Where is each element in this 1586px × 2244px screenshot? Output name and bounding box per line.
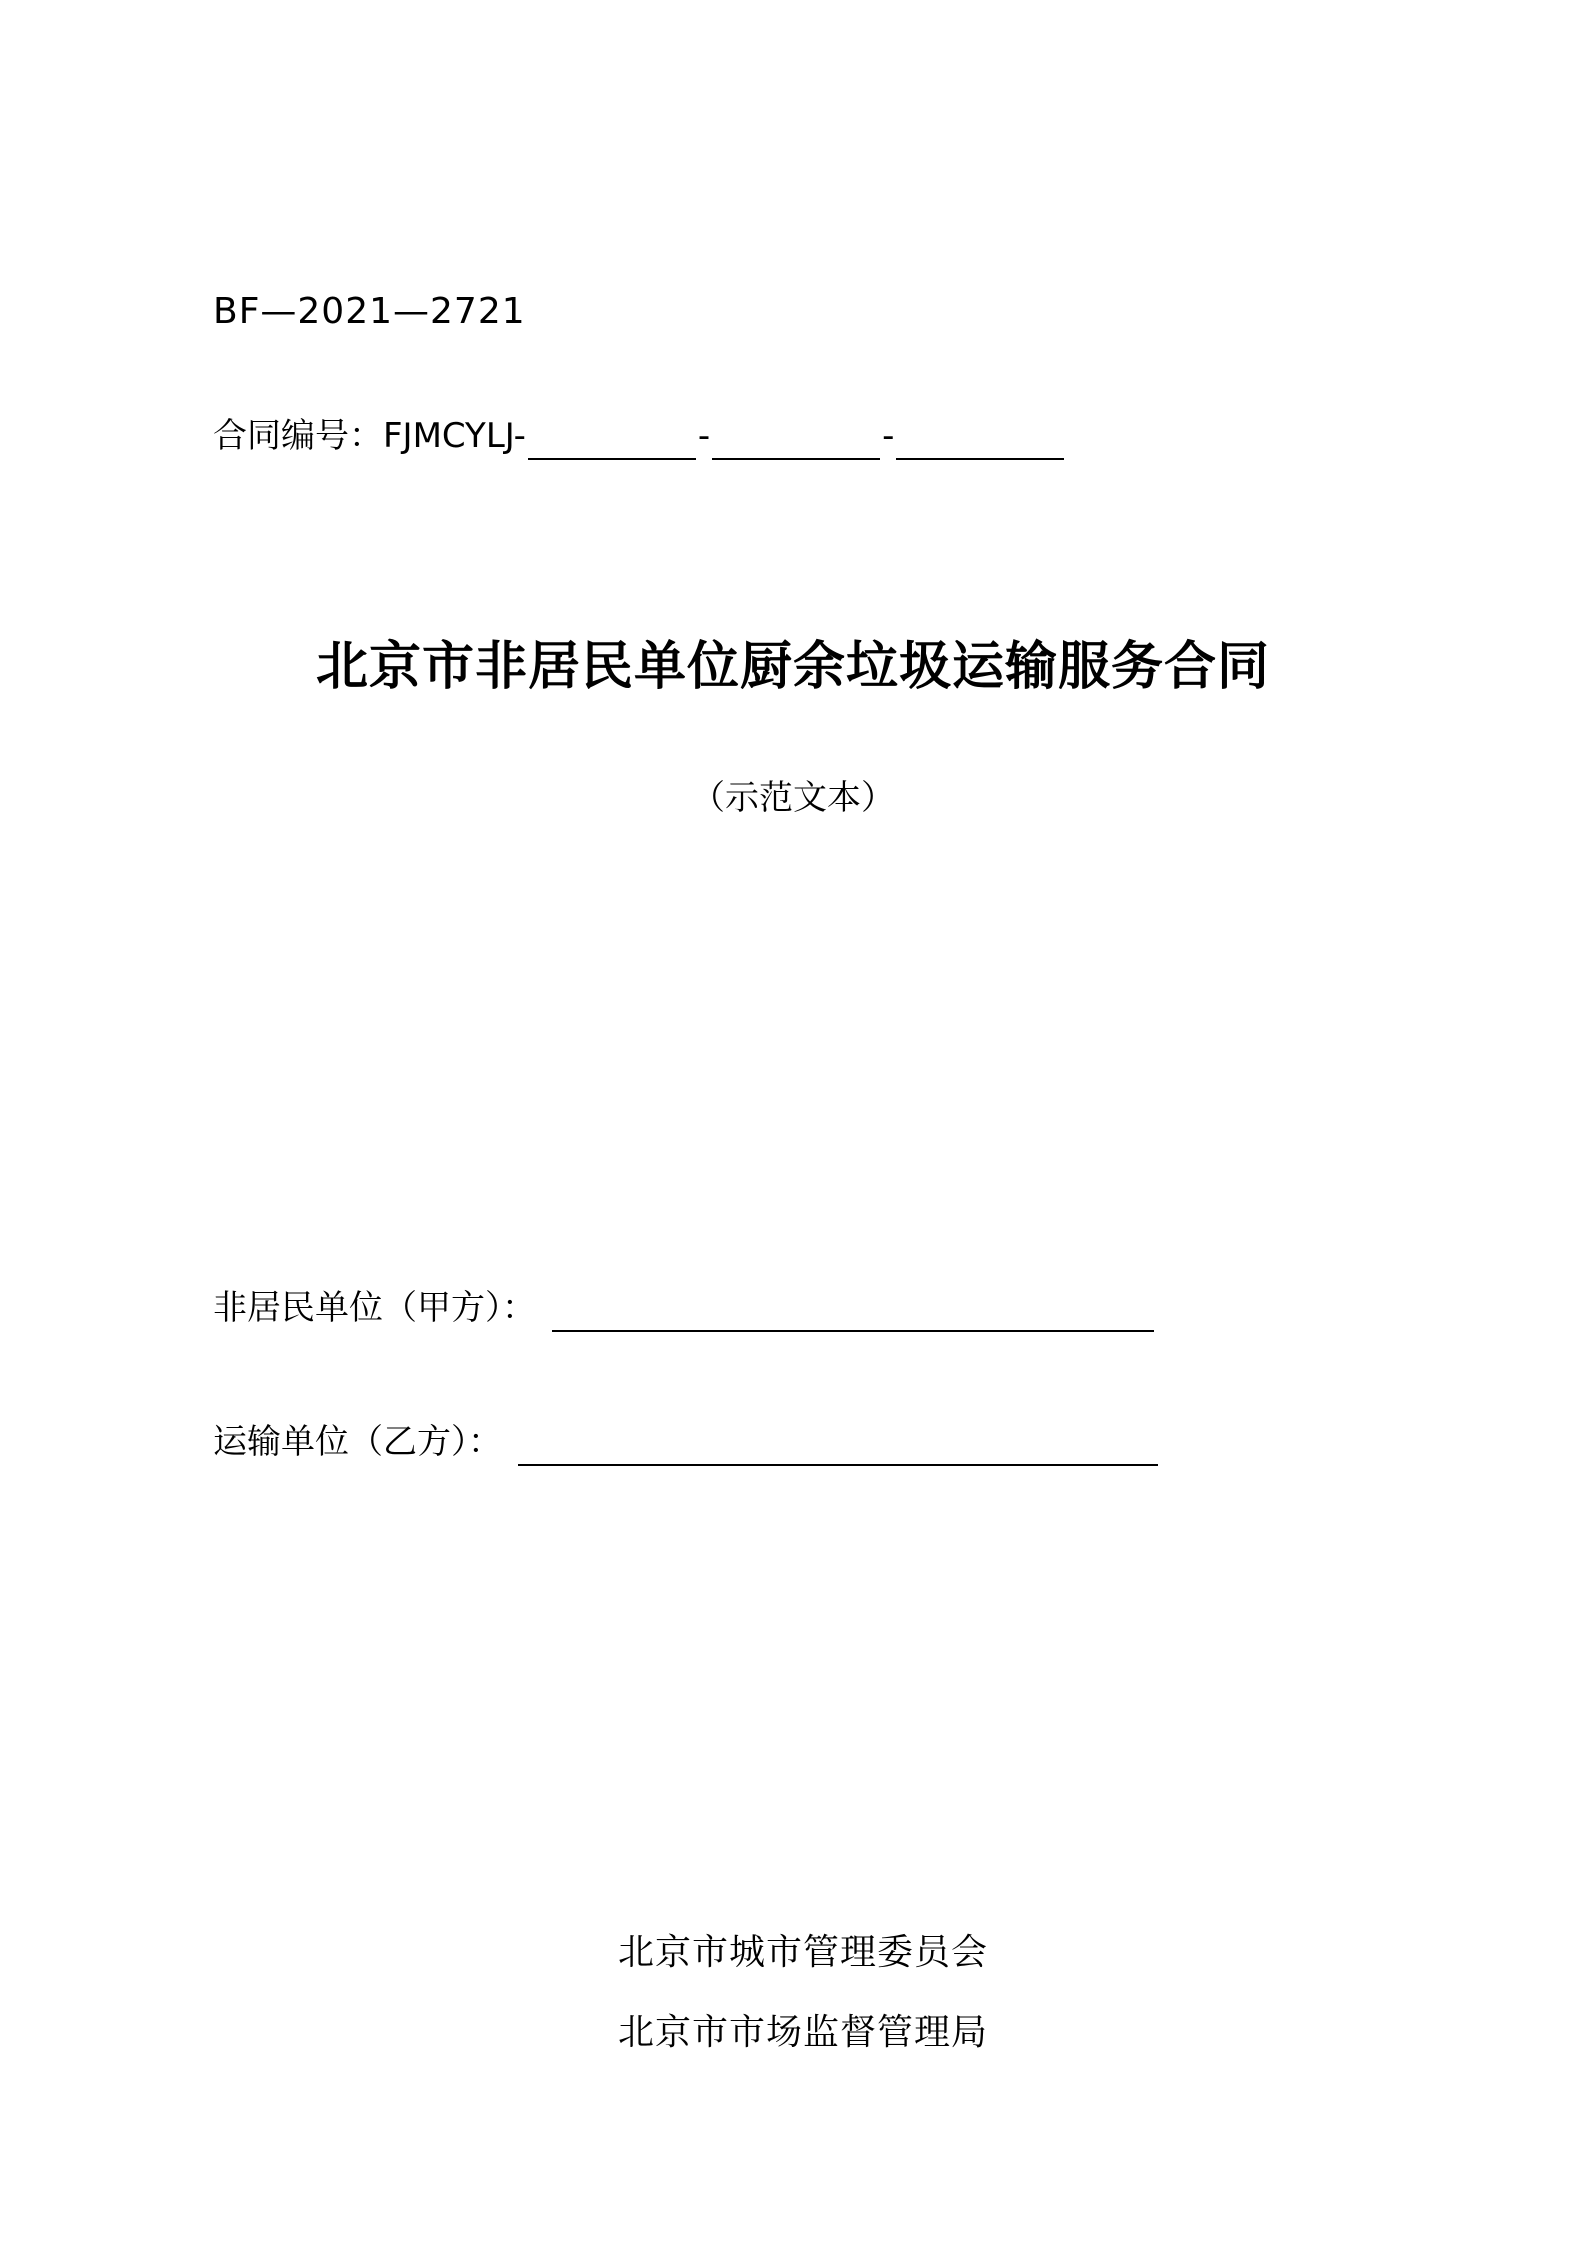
party-b-blank[interactable] (518, 1418, 1158, 1466)
contract-number-separator-2: - (882, 416, 895, 456)
contract-number-blank-2[interactable] (712, 414, 880, 460)
contract-number-separator-1: - (697, 416, 711, 456)
party-a-label: 非居民单位（甲方）： (213, 1288, 536, 1328)
document-subtitle: （示范文本） (691, 778, 895, 818)
document-code: BF—2021—2721 (213, 291, 526, 332)
issuer-city-management: 北京市城市管理委员会 (618, 1932, 989, 1973)
contract-number-blank-1[interactable] (528, 414, 696, 460)
party-b-row (213, 1418, 1158, 1466)
contract-number-label: 合同编号：FJMCYLJ- (213, 416, 526, 456)
party-b-label: 运输单位（乙方）： (213, 1422, 502, 1462)
contract-number-row (213, 412, 1066, 460)
party-a-blank[interactable] (552, 1284, 1154, 1332)
contract-number-blank-3[interactable] (896, 414, 1064, 460)
party-a-row (213, 1284, 1154, 1332)
issuer-market-supervision: 北京市市场监督管理局 (618, 2012, 989, 2053)
document-title: 北京市非居民单位厨余垃圾运输服务合同 (315, 637, 1270, 697)
